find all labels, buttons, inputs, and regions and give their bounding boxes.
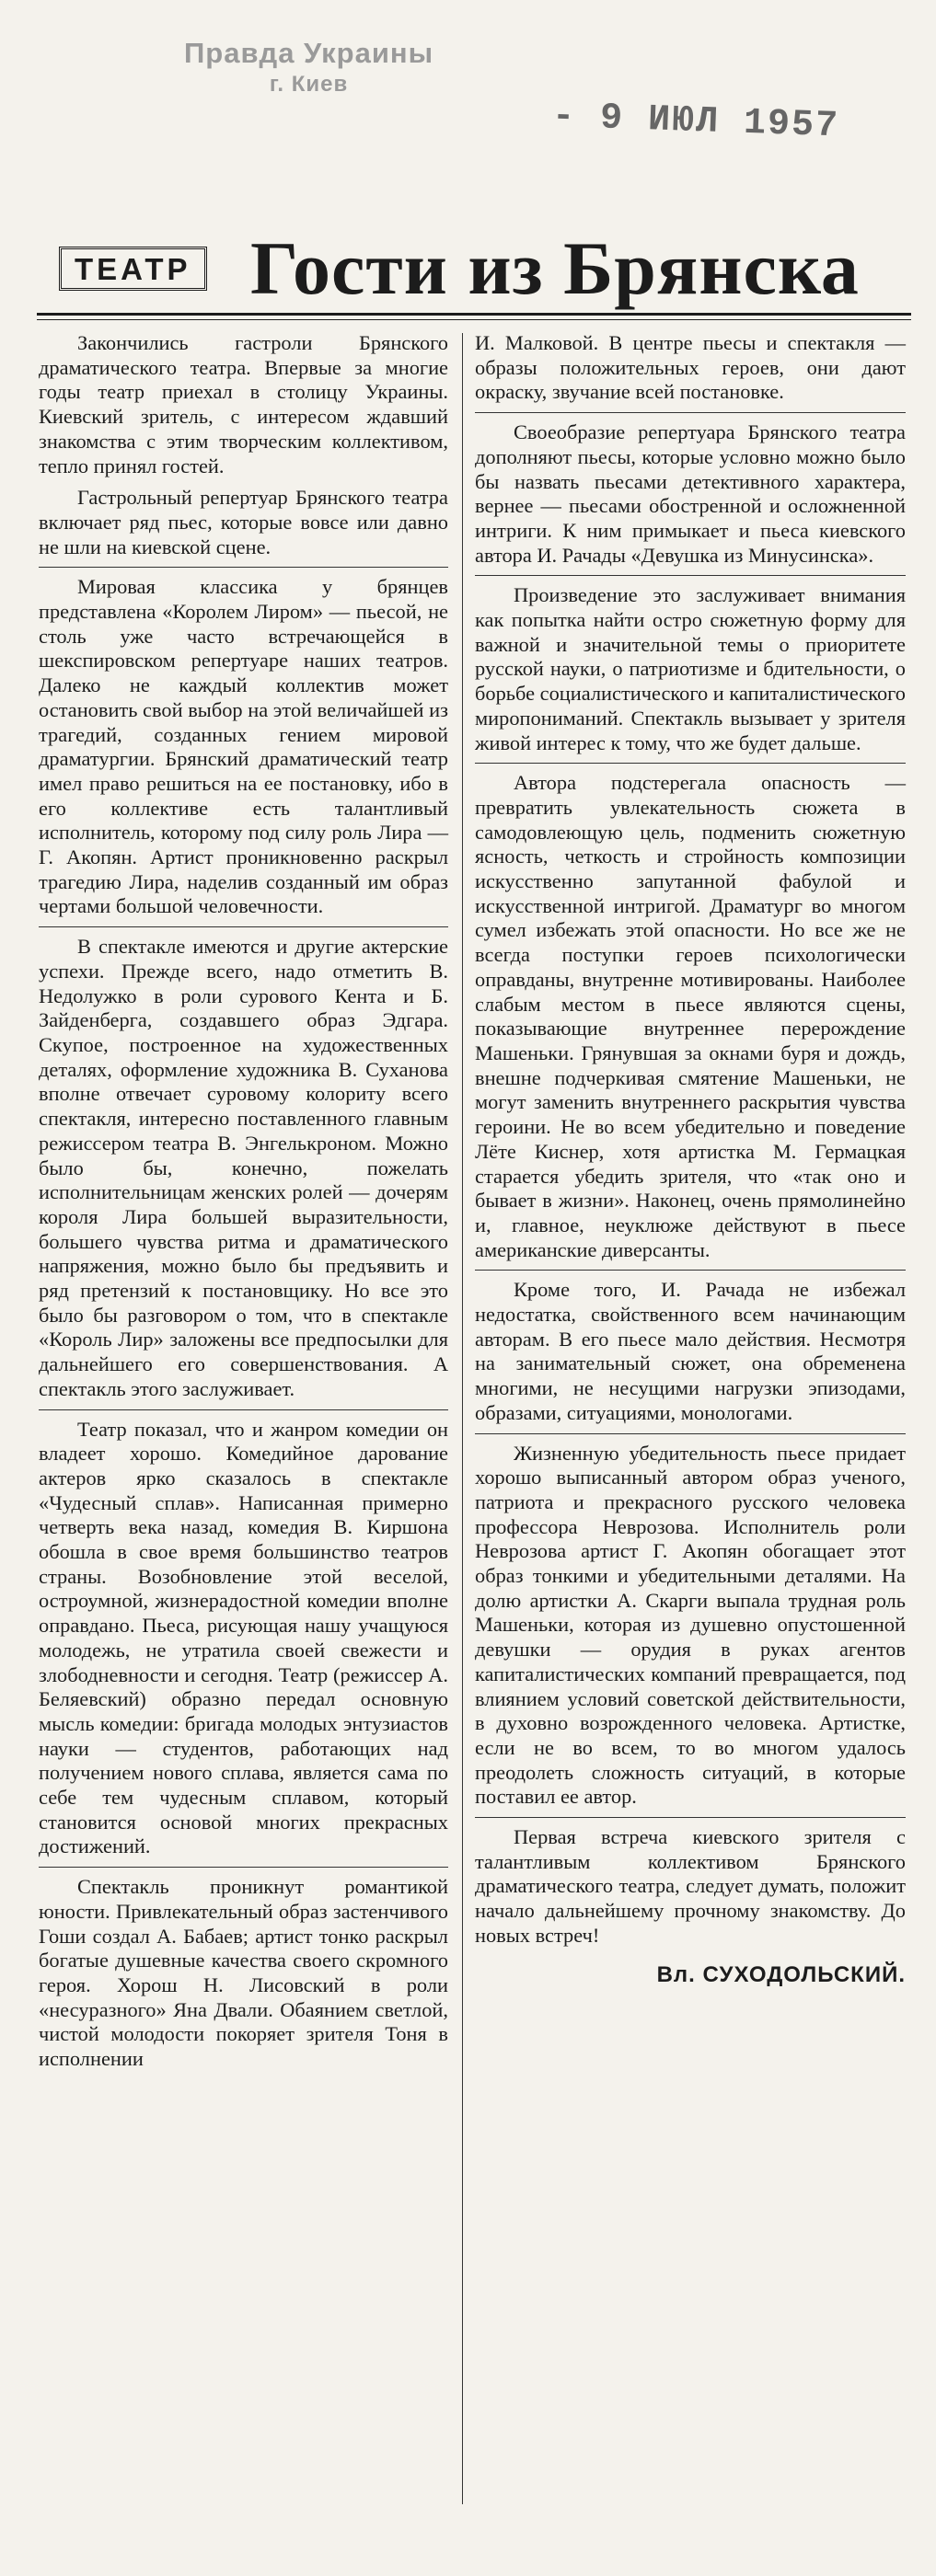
paragraph: Закончились гастроли Брянского драматического театра. Впервые за многие годы театр приехал в столицу Украины. Киевский зритель, с интересом ждавший знакомства с этим творческим коллективом, тепло принял гостей. <box>39 331 448 477</box>
paragraph: И. Малковой. В центре пьесы и спектакля — образы положительных героев, они дают окраску, звучание всей постановке. <box>475 331 906 404</box>
paragraph: Спектакль проникнут романтикой юности. Привлекательный образ застенчивого Гоши создал А. Бабаев; артист тонко раскрыл богатые душевные качества своего скромного героя. Хорош Н. Лисовский в роли «несуразного» Яна Двали. Обаянием светлой, чистой молодости покоряет зрителя Тоня в исполнении <box>39 1875 448 2071</box>
paragraph-divider <box>475 1270 906 1271</box>
paragraph: Мировая классика у брянцев представлена «Королем Лиром» — пьесой, не столь уже часто встречающейся в шекспировском репертуаре наших театров. Далеко не каждый коллектив может остановить свой выбор на этой величайшей из трагедий, созданных гением мировой драматургии. Брянский драматический театр имел право решиться на ее постановку, ибо в его коллективе есть талантливый исполнитель, которому под силу роль Лира —Г. Акопян. Артист проникновенно раскрыл трагедию Лира, наделив созданный им образ чертами большой человечности. <box>39 575 448 918</box>
header-divider <box>37 313 911 316</box>
newspaper-stamp <box>184 37 433 98</box>
paragraph-divider <box>475 1433 906 1434</box>
article-headline: Гости из Брянска <box>250 226 860 310</box>
article-column-left <box>39 331 448 2079</box>
paragraph-divider <box>39 567 448 568</box>
paragraph: Жизненную убедительность пьесе придает хорошо выписанный автором образ ученого, патриота и прекрасного русского человека профессора Неврозова. Исполнитель роли Неврозова артист Г. Акопян обогащает этот образ тонкими и убедительными деталями. На долю артистки А. Скарги выпала трудная роль Машеньки, которая из душевно опустошенной девушки — орудия в руках агентов капиталистических компаний превращается, под влиянием условий советской действительности, в духовно возрожденного человека. Артистке, если не во всем, то во многом удалось преодолеть сложность ситуаций, в которые поставил ее автор. <box>475 1441 906 1809</box>
paragraph: В спектакле имеются и другие актерские успехи. Прежде всего, надо отметить В. Недолужко в роли сурового Кента и Б. Зайденберга, создавшего образ Эдгара. Скупое, построенное на художественных деталях, оформление художника В. Суханова вполне отвечает суровому колориту всего спектакля, интересно поставленного главным режиссером театра В. Энгелькроном. Можно было бы, конечно, пожелать исполнительницам женских ролей — дочерям короля Лира большей выразительности, большего чувства ритма и драматического напряжения, можно было бы предъявить и ряд претензий к постановщику. Но все это было бы разговором о том, что в спектакле «Король Лир» заложены все предпосылки для дальнейшего его совершенствования. А спектакль этого заслуживает. <box>39 935 448 1400</box>
paragraph-divider <box>475 575 906 576</box>
header-divider-thin <box>37 319 911 320</box>
paragraph-divider <box>39 926 448 927</box>
section-label: ТЕАТР <box>59 247 207 291</box>
author-signature: Вл. СУХОДОЛЬСКИЙ. <box>656 1961 906 1987</box>
stamp-newspaper-name: Правда Украины <box>184 37 434 69</box>
paragraph: Произведение это заслуживает внимания как попытка найти остро сюжетную форму для важной и значительной темы о приоритете русской науки, о патриотизме и бдительности, о борьбе социалистического и капиталистического миропониманий. Спектакль вызывает у зрителя живой интерес к тому, что же будет дальше. <box>475 583 907 754</box>
paragraph: Театр показал, что и жанром комедии он владеет хорошо. Комедийное дарование актеров ярко сказалось в спектакле «Чудесный сплав». Написанная примерно четверть века назад, комедия В. Киршона обошла в свое время большинство театров страны. Возобновление этой веселой, остроумной, жизнерадостной комедии вполне оправдано. Пьеса, рисующая нашу учащуюся молодежь, не утратила своей свежести и злободневности и сегодня. Театр (режиссер А. Беляевский) образно передал основную мысль комедии: бригада молодых энтузиастов науки — студентов, работающих над получением нового сплава, является сама по себе тем чудесным сплавом, который становится основой многих прекрасных достижений. <box>39 1417 448 1858</box>
paragraph-divider <box>475 1817 906 1818</box>
article-column-right <box>475 331 906 1987</box>
paragraph: Своеобразие репертуара Брянского театра дополняют пьесы, которые условно можно было бы назвать пьесами детективного характера, вернее — пьесами обостренной и осложненной интриги. К ним примыкает и пьеса киевского автора И. Рачады «Девушка из Минусинска». <box>475 420 906 567</box>
stamp-city: г. Киев <box>269 72 349 97</box>
paragraph: Гастрольный репертуар Брянского театра включает ряд пьес, которые вовсе или давно не шли на киевской сцене. <box>39 486 448 558</box>
paragraph-divider <box>39 1409 448 1410</box>
paragraph: Первая встреча киевского зрителя с талантливым коллективом Брянского драматического театра, следует думать, положит начало дальнейшему прочному знакомству. До новых встреч! <box>475 1825 906 1947</box>
column-divider <box>462 333 463 2504</box>
paragraph: Кроме того, И. Рачада не избежал недостатка, свойственного всем начинающим авторам. В его пьесе мало действия. Несмотря на занимательный сюжет, она обременена многими, не несущими нагрузки эпизодами, образами, ситуациями, монологами. <box>475 1278 906 1424</box>
paragraph-divider <box>475 763 906 764</box>
paragraph-divider <box>475 412 906 413</box>
paragraph: Автора подстерегала опасность — превратить увлекательность сюжета в самодовлеющую цель, подменить сюжетную ясность, четкость и стройность композиции искусственно запутанной фабулой и искусственной интригой. Драматург во многом сумел избежать этой опасности. Но все же не всегда поступки героев психологически оправданы, внутренне мотивированы. Наиболее слабым местом в пьесе являются сцены, показывающие внутреннее перерождение Машеньки. Грянувшая за окнами буря и дождь, внешне подчеркивая смятение Машеньки, не могут заменить внутреннего раскрытия чувства героини. Не во всем убедительно и поведение Лёте Киснер, хотя артистка М. Гермацкая старается убедить зрителя, что «так оно и бывает в жизни». Наконец, очень прямолинейно и, главное, неуклюже действуют в пьесе американские диверсанты. <box>475 771 906 1261</box>
paragraph-divider <box>39 1867 448 1868</box>
date-stamp: - 9 ИЮЛ 1957 <box>551 96 840 148</box>
